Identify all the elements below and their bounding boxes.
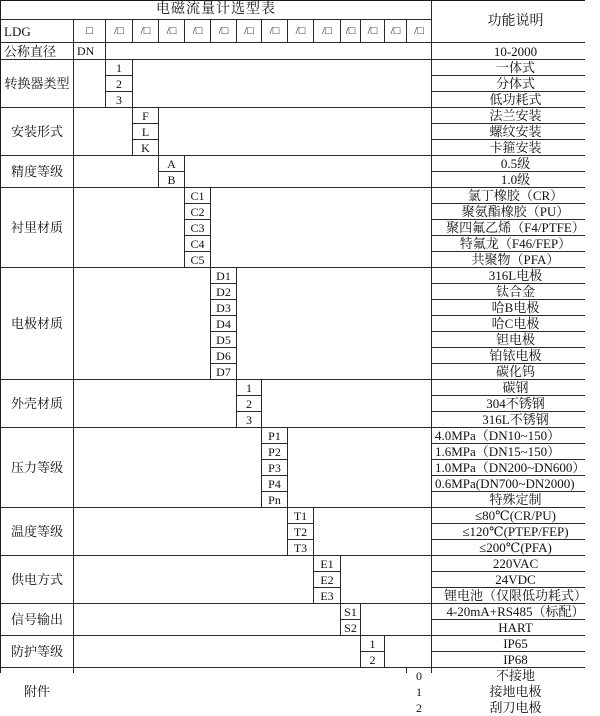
empty-cell: [385, 636, 431, 667]
option-desc: 哈B电极: [432, 300, 599, 315]
option-desc: 低功耗式: [432, 92, 599, 107]
option-code: S2: [341, 620, 360, 635]
model-code-slot: /□: [159, 20, 184, 42]
option-code: P4: [262, 476, 287, 491]
option-code: DN: [74, 43, 105, 59]
empty-cell: [314, 508, 431, 555]
option-code: E3: [314, 588, 340, 603]
group-label-power-supply: 供电方式: [1, 556, 73, 603]
option-code: F: [133, 108, 158, 123]
model-code-slot: /□: [314, 20, 340, 42]
option-desc: 聚四氟乙烯（F4/PTFE）: [432, 220, 599, 235]
option-code: D7: [211, 364, 236, 379]
option-code: D6: [211, 348, 236, 363]
empty-cell: [361, 604, 431, 635]
option-code: P3: [262, 460, 287, 475]
empty-cell: [74, 156, 158, 187]
group-label-nominal-diameter: 公称直径: [1, 43, 73, 59]
group-label-electrode-material: 电极材质: [1, 268, 73, 379]
empty-cell: [288, 428, 431, 507]
model-code-slot: /□: [237, 20, 261, 42]
empty-cell: [341, 556, 431, 603]
group-label-protection-rating: 防护等级: [1, 636, 73, 667]
model-code-slot: /□: [106, 20, 132, 42]
option-desc: ≤80℃(CR/PU): [432, 508, 599, 523]
empty-cell: [211, 188, 431, 267]
option-desc: IP68: [432, 652, 599, 667]
option-code: C1: [185, 188, 210, 203]
option-code: A: [159, 156, 184, 171]
option-code: C3: [185, 220, 210, 235]
option-desc: 4.0MPa（DN10~150）: [432, 428, 599, 443]
option-code: D4: [211, 316, 236, 331]
group-label-temperature-rating: 温度等级: [1, 508, 73, 555]
option-desc: 特殊定制: [432, 492, 599, 507]
option-code: T2: [288, 524, 313, 539]
table-title: 电磁流量计选型表: [1, 1, 431, 19]
option-desc: 碳化钨: [432, 364, 599, 379]
option-code: S1: [341, 604, 360, 619]
option-desc: 卡箍安装: [432, 140, 599, 155]
group-label-installation-type: 安装形式: [1, 108, 73, 155]
group-label-signal-output: 信号输出: [1, 604, 73, 635]
option-desc: 聚氨酯橡胶（PU）: [432, 204, 599, 219]
option-desc: 螺纹安装: [432, 124, 599, 139]
option-desc: 法兰安装: [432, 108, 599, 123]
empty-cell: [74, 188, 184, 267]
group-label-accessories: 附件: [1, 668, 73, 715]
model-code-slot: /□: [185, 20, 210, 42]
option-code: D3: [211, 300, 236, 315]
group-label-pressure-rating: 压力等级: [1, 428, 73, 507]
empty-cell: [74, 268, 210, 379]
option-code: 1: [407, 684, 431, 699]
option-desc: 共聚物（PFA）: [432, 252, 599, 267]
option-desc: 1.6MPa（DN15~150）: [432, 444, 599, 459]
option-code: 2: [407, 700, 431, 715]
option-code: D5: [211, 332, 236, 347]
option-code: 1: [361, 636, 384, 651]
option-code: 0: [407, 668, 431, 683]
option-code: 3: [106, 92, 132, 107]
option-desc: 特氟龙（F46/FEP）: [432, 236, 599, 251]
option-desc: IP65: [432, 636, 599, 651]
empty-cell: [237, 268, 431, 379]
model-code-slot: /□: [341, 20, 360, 42]
option-code: T1: [288, 508, 313, 523]
option-desc: 钛合金: [432, 284, 599, 299]
option-desc: 刮刀电极: [432, 700, 599, 715]
empty-cell: [74, 636, 360, 667]
option-desc: 1.0级: [432, 172, 599, 187]
option-code: C5: [185, 252, 210, 267]
model-code-box: □: [74, 20, 105, 42]
option-desc: ≤200℃(PFA): [432, 540, 599, 555]
option-code: P2: [262, 444, 287, 459]
empty-cell: [74, 108, 132, 155]
empty-cell: [106, 43, 431, 59]
group-label-housing-material: 外壳材质: [1, 380, 73, 427]
model-code-slot: /□: [407, 20, 431, 42]
option-code: K: [133, 140, 158, 155]
empty-cell: [74, 604, 340, 635]
option-desc: 316L电极: [432, 268, 599, 283]
option-desc: HART: [432, 620, 599, 635]
option-desc: 24VDC: [432, 572, 599, 587]
option-desc: 锂电池（仅限低功耗式）: [432, 588, 599, 603]
empty-cell: [74, 508, 287, 555]
model-code-slot: /□: [385, 20, 406, 42]
option-code: 2: [106, 76, 132, 91]
option-desc: 1.0MPa（DN200~DN600）: [432, 460, 599, 475]
option-desc: 0.6MPa(DN700~DN2000): [432, 476, 599, 491]
option-code: P1: [262, 428, 287, 443]
option-code: 1: [106, 60, 132, 75]
option-code: 2: [361, 652, 384, 667]
option-desc: 4-20mA+RS485（标配）: [432, 604, 599, 619]
model-code-prefix: LDG: [1, 20, 73, 42]
option-code: L: [133, 124, 158, 139]
model-code-slot: /□: [361, 20, 384, 42]
option-code: T3: [288, 540, 313, 555]
empty-cell: [74, 668, 406, 715]
model-code-slot: /□: [133, 20, 158, 42]
option-code: E2: [314, 572, 340, 587]
empty-cell: [74, 556, 313, 603]
option-desc: 分体式: [432, 76, 599, 91]
option-desc: 碳钢: [432, 380, 599, 395]
option-desc: 氯丁橡胶（CR）: [432, 188, 599, 203]
function-column-header: 功能说明: [432, 1, 599, 42]
group-label-converter-type: 转换器类型: [1, 60, 73, 107]
option-code: C2: [185, 204, 210, 219]
option-desc: 316L不锈钢: [432, 412, 599, 427]
option-code: D2: [211, 284, 236, 299]
group-label-accuracy-class: 精度等级: [1, 156, 73, 187]
option-desc: 接地电极: [432, 684, 599, 699]
group-label-liner-material: 衬里材质: [1, 188, 73, 267]
option-code: C4: [185, 236, 210, 251]
empty-cell: [74, 60, 105, 107]
empty-cell: [133, 60, 431, 107]
model-code-slot: /□: [262, 20, 287, 42]
empty-cell: [74, 428, 261, 507]
empty-cell: [185, 156, 431, 187]
option-desc: 不接地: [432, 668, 599, 683]
option-desc: 220VAC: [432, 556, 599, 571]
option-code: D1: [211, 268, 236, 283]
option-desc: 304不锈钢: [432, 396, 599, 411]
model-code-slot: /□: [288, 20, 313, 42]
option-desc: 10-2000: [432, 43, 599, 59]
option-desc: ≤120℃(PTEP/FEP): [432, 524, 599, 539]
option-desc: 铂铱电极: [432, 348, 599, 363]
option-desc: 哈C电极: [432, 316, 599, 331]
model-code-slot: /□: [211, 20, 236, 42]
option-desc: 钽电极: [432, 332, 599, 347]
empty-cell: [74, 380, 236, 427]
option-code: E1: [314, 556, 340, 571]
option-desc: 一体式: [432, 60, 599, 75]
option-desc: 0.5级: [432, 156, 599, 171]
option-code: B: [159, 172, 184, 187]
option-code: 1: [237, 380, 261, 395]
option-code: Pn: [262, 492, 287, 507]
empty-cell: [159, 108, 431, 155]
empty-cell: [262, 380, 431, 427]
option-code: 2: [237, 396, 261, 411]
option-code: 3: [237, 412, 261, 427]
